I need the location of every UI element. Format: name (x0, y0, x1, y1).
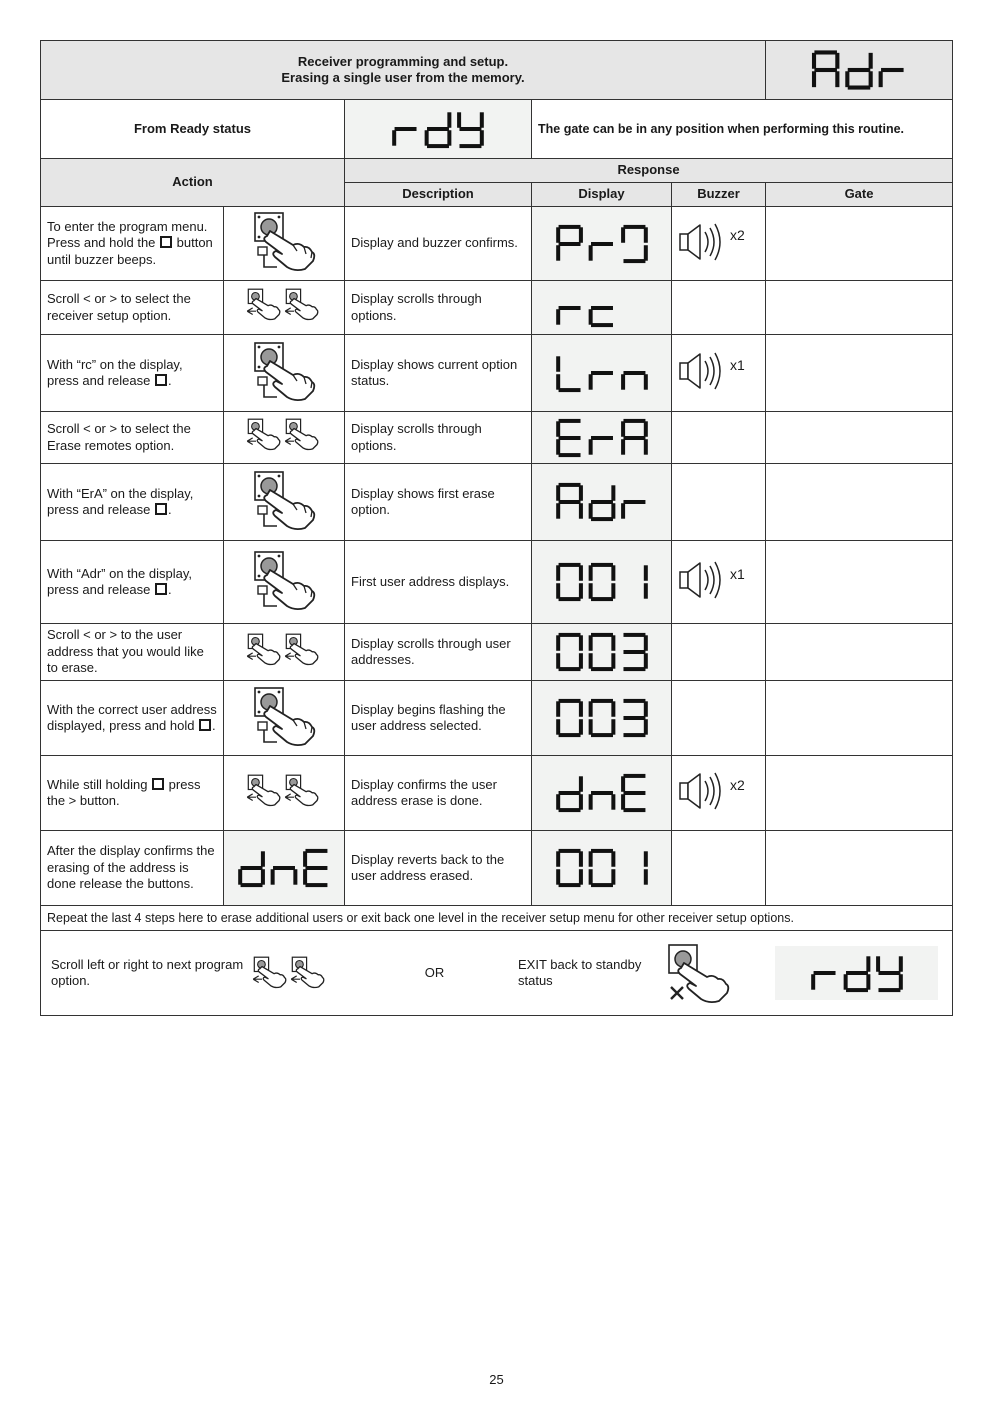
lcd-display (554, 223, 650, 265)
table-row (41, 681, 953, 756)
ready-display (389, 108, 487, 150)
lcd-display (554, 631, 650, 673)
lcd-display (554, 287, 650, 329)
gate-cell (766, 624, 953, 681)
gate-cell (766, 412, 953, 464)
table-row (41, 541, 953, 624)
response-display (532, 831, 672, 906)
buzzer-cell (672, 412, 766, 464)
hand-press-icon (224, 681, 345, 756)
response-display (532, 335, 672, 412)
buzzer-cell (672, 464, 766, 541)
gate-cell (766, 681, 953, 756)
response-display (532, 281, 672, 335)
response-display (532, 207, 672, 281)
hand-scroll-icon (224, 412, 345, 464)
speaker-icon (678, 349, 726, 397)
hand-exit-icon (663, 941, 775, 1005)
title-line-2: Erasing a single user from the memory. (281, 70, 525, 85)
description-text: Display reverts back to the user address erased. (345, 831, 532, 906)
response-display (532, 756, 672, 831)
ready-label: From Ready status (41, 100, 345, 159)
title-code-cell (766, 41, 953, 100)
buzzer-cell (672, 335, 766, 412)
hand-press-icon (224, 541, 345, 624)
footer-or-text: OR (424, 964, 445, 980)
action-text: After the display confirms the erasing of the address is done release the buttons. (41, 831, 224, 906)
action-text: While still holding press the > button. (41, 756, 224, 831)
footer-exit-display (808, 952, 906, 994)
gate-cell (766, 281, 953, 335)
button-square-icon (155, 503, 167, 515)
button-square-icon (155, 374, 167, 386)
table-row (41, 756, 953, 831)
table-row (41, 624, 953, 681)
buzzer-count: x1 (730, 565, 745, 582)
description-text: Display scrolls through options. (345, 412, 532, 464)
table-row (41, 412, 953, 464)
lcd-display (554, 352, 650, 394)
hand-scroll-icon (224, 624, 345, 681)
table-row (41, 831, 953, 906)
response-display (532, 681, 672, 756)
table-row (41, 281, 953, 335)
description-text: Display and buzzer confirms. (345, 207, 532, 281)
hand-press-icon (224, 207, 345, 281)
gate-cell (766, 831, 953, 906)
description-text: Display scrolls through options. (345, 281, 532, 335)
buzzer-header: Buzzer (672, 183, 766, 207)
action-header: Action (41, 159, 345, 207)
action-text: Scroll < or > to select the Erase remotes option. (41, 412, 224, 464)
programming-table (40, 40, 953, 1016)
lcd-display (554, 481, 650, 523)
description-text: Display shows current option status. (345, 335, 532, 412)
description-text: Display confirms the user address erase is done. (345, 756, 532, 831)
response-header: Response (345, 159, 953, 183)
lcd-display (554, 772, 650, 814)
button-square-icon (199, 719, 211, 731)
buzzer-cell (672, 624, 766, 681)
buzzer-cell (672, 281, 766, 335)
repeat-note: Repeat the last 4 steps here to erase additional users or exit back one level in the receiver setup menu for other receiver setup options. (41, 906, 953, 931)
footer-cell (41, 931, 953, 1016)
button-square-icon (160, 236, 172, 248)
gate-cell (766, 207, 953, 281)
buzzer-count: x2 (730, 776, 745, 793)
buzzer-cell (672, 681, 766, 756)
title-code-display (810, 48, 908, 92)
description-header: Description (345, 183, 532, 207)
gate-cell (766, 756, 953, 831)
buzzer-cell (672, 756, 766, 831)
action-text: With “Adr” on the display, press and release . (41, 541, 224, 624)
gate-header: Gate (766, 183, 953, 207)
footer-scroll-text: Scroll left or right to next program option. (51, 956, 244, 988)
gate-cell (766, 541, 953, 624)
gate-cell (766, 335, 953, 412)
action-text: Scroll < or > to select the receiver setup option. (41, 281, 224, 335)
hand-scroll-icon (224, 281, 345, 335)
buzzer-cell (672, 541, 766, 624)
action-text: With the correct user address displayed, press and hold . (41, 681, 224, 756)
description-text: Display begins flashing the user address selected. (345, 681, 532, 756)
button-square-icon (152, 778, 164, 790)
speaker-icon (678, 558, 726, 606)
hand-scroll-icon (251, 954, 351, 992)
response-display (532, 464, 672, 541)
response-display (532, 624, 672, 681)
buzzer-count: x2 (730, 227, 745, 244)
description-text: Display shows first erase option. (345, 464, 532, 541)
lcd-display (554, 561, 650, 603)
page-title (41, 41, 766, 100)
button-square-icon (155, 583, 167, 595)
hand-scroll-icon (224, 756, 345, 831)
table-row (41, 207, 953, 281)
action-text: With “ErA” on the display, press and release . (41, 464, 224, 541)
page-number: 25 (489, 1372, 504, 1387)
lcd-display (554, 697, 650, 739)
action-lcd-display (236, 847, 332, 889)
description-text: Display scrolls through user addresses. (345, 624, 532, 681)
lcd-display (554, 417, 650, 459)
footer-exit-text: EXIT back to standby status (518, 956, 642, 988)
buzzer-count: x1 (730, 356, 745, 373)
table-row (41, 335, 953, 412)
action-text: Scroll < or > to the user address that you would like to erase. (41, 624, 224, 681)
footer-exit-display-box (775, 946, 938, 1000)
speaker-icon (678, 220, 726, 268)
response-display (532, 412, 672, 464)
action-text: To enter the program menu. Press and hold the button until buzzer beeps. (41, 207, 224, 281)
ready-display-cell (345, 100, 532, 159)
lcd-display (554, 847, 650, 889)
ready-note: The gate can be in any position when performing this routine. (532, 100, 953, 159)
title-line-1: Receiver programming and setup. (297, 53, 509, 69)
buzzer-cell (672, 207, 766, 281)
speaker-icon (678, 769, 726, 817)
response-display (532, 541, 672, 624)
table-row (41, 464, 953, 541)
action-display (224, 831, 345, 906)
action-text: With “rc” on the display, press and release . (41, 335, 224, 412)
description-text: First user address displays. (345, 541, 532, 624)
hand-press-icon (224, 464, 345, 541)
gate-cell (766, 464, 953, 541)
buzzer-cell (672, 831, 766, 906)
hand-press-icon (224, 335, 345, 412)
display-header: Display (532, 183, 672, 207)
